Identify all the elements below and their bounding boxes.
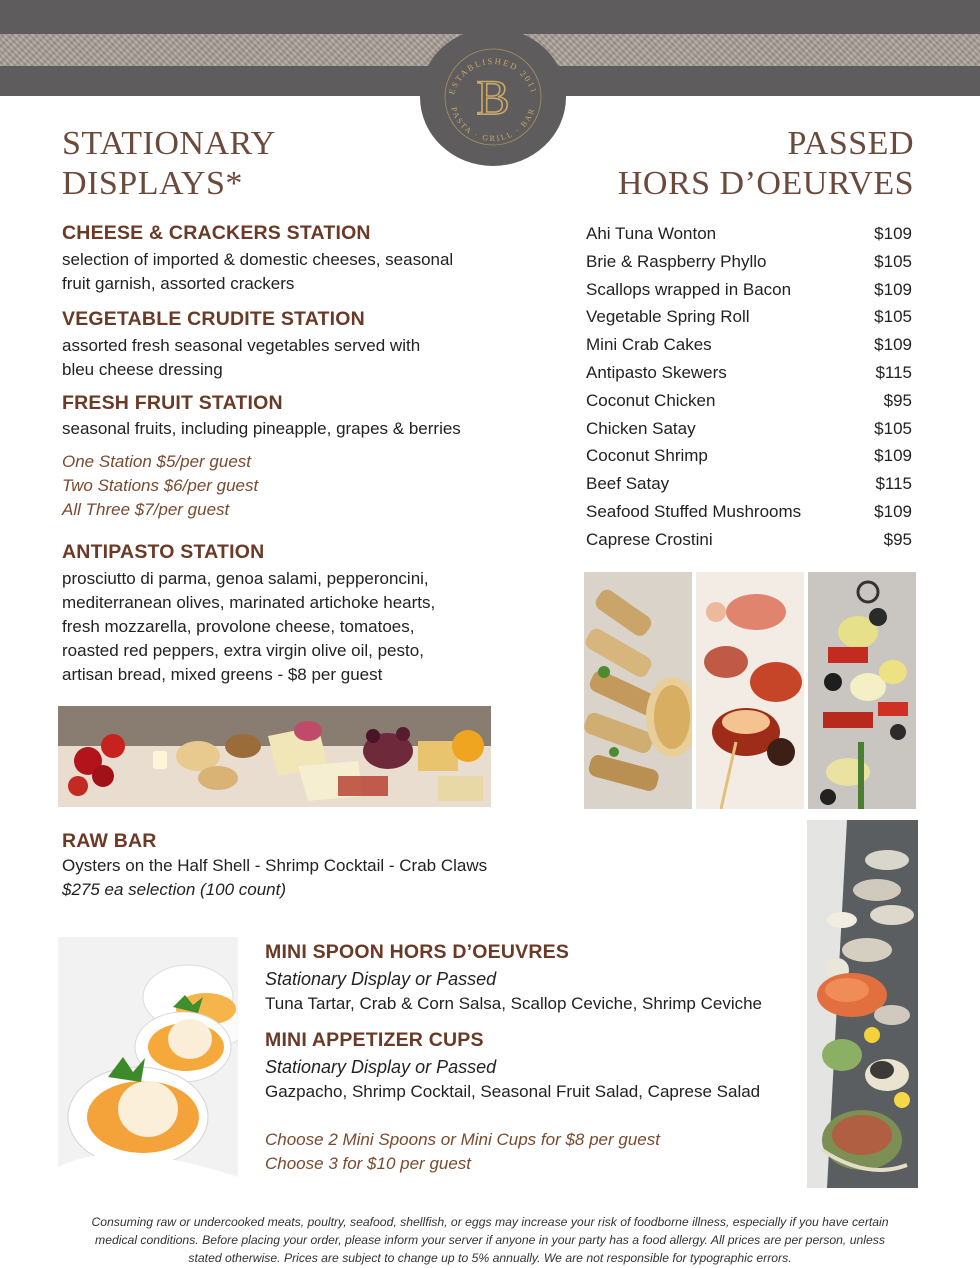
item-name: Antipasto Skewers (586, 362, 727, 382)
cheese-station-line1: selection of imported & domestic cheeses, seasonal (62, 250, 454, 269)
fruit-station-heading: FRESH FRUIT STATION (62, 392, 283, 414)
price-row (586, 415, 912, 443)
item-price: $109 (874, 224, 912, 243)
price-row (586, 387, 912, 415)
fruit-station-line1: seasonal fruits, including pineapple, grapes & berries (62, 419, 461, 438)
price-row (586, 303, 912, 331)
item-name: Coconut Shrimp (586, 446, 708, 466)
passed-title-line2: HORS D’OEURVES (617, 165, 914, 202)
cheese-station-heading: CHEESE & CRACKERS STATION (62, 222, 371, 244)
item-name: Vegetable Spring Roll (586, 307, 750, 327)
item-price: $109 (874, 335, 912, 355)
mini-spoon-items: Tuna Tartar, Crab & Corn Salsa, Scallop Ceviche, Shrimp Ceviche (265, 994, 763, 1013)
antipasto-line1: prosciutto di parma, genoa salami, pepperoncini, (62, 569, 429, 588)
item-price: $109 (874, 446, 912, 466)
mini-cups-items: Gazpacho, Shrimp Cocktail, Seasonal Fruit Salad, Caprese Salad (265, 1082, 761, 1101)
item-name: Caprese Crostini (586, 529, 713, 549)
item-price: $109 (874, 501, 912, 521)
logo-letter: B (476, 69, 510, 125)
mini-cups-heading: MINI APPETIZER CUPS (265, 1029, 484, 1051)
passed-title-line1: PASSED (787, 125, 914, 162)
price-row (586, 470, 912, 498)
price-row (586, 248, 912, 276)
item-price: $115 (875, 474, 912, 494)
price-row (586, 220, 912, 248)
item-name: Chicken Satay (586, 418, 696, 438)
item-name: Coconut Chicken (586, 390, 716, 410)
mini-cups-subtitle: Stationary Display or Passed (265, 1057, 497, 1077)
price-row (586, 359, 912, 387)
item-price: $115 (875, 362, 912, 382)
item-name: Scallops wrapped in Bacon (586, 279, 792, 299)
item-name: Ahi Tuna Wonton (586, 224, 717, 243)
item-price: $109 (874, 279, 912, 299)
price-row (586, 526, 912, 554)
allergy-disclaimer (60, 1213, 920, 1267)
station-price-three: All Three $7/per guest (62, 500, 230, 519)
disclaimer-line1: Consuming raw or undercooked meats, poultry, seafood, shellfish, or eggs may increase your risk of foodborne illness, especially if you have certain (91, 1215, 889, 1229)
vegetable-station-line2: bleu cheese dressing (62, 360, 223, 379)
restaurant-logo (420, 28, 566, 166)
disclaimer-line2: medical conditions. Before placing your order, please inform your server if anyone in your party has a food allergy. All prices are per person, unless (95, 1233, 885, 1247)
vegetable-station-line1: assorted fresh seasonal vegetables served with (62, 336, 421, 355)
logo-emblem-icon (420, 28, 566, 166)
item-price: $105 (874, 251, 912, 271)
item-price: $95 (883, 529, 912, 549)
raw-bar-seafood-photo (807, 820, 918, 1188)
passed-hors-doeuvres-title (574, 124, 914, 204)
item-name: Seafood Stuffed Mushrooms (586, 501, 802, 521)
mini-spoon-subtitle: Stationary Display or Passed (265, 969, 497, 989)
stationary-title-line1: STATIONARY (62, 125, 276, 162)
cheese-station-line2: fruit garnish, assorted crackers (62, 274, 295, 293)
station-price-one: One Station $5/per guest (62, 452, 252, 471)
antipasto-line2: mediterranean olives, marinated artichoke hearts, (62, 593, 436, 612)
cheese-spread-photo (58, 706, 491, 807)
antipasto-line4: roasted red peppers, extra virgin olive oil, pesto, (62, 641, 424, 660)
item-name: Brie & Raspberry Phyllo (586, 251, 767, 271)
station-price-two: Two Stations $6/per guest (62, 476, 259, 495)
logo-ring-bottom: PASTA · GRILL · BAR (449, 105, 537, 144)
stationary-displays-title (62, 124, 362, 204)
price-row (586, 276, 912, 304)
antipasto-station-heading: ANTIPASTO STATION (62, 541, 265, 563)
raw-bar-items: Oysters on the Half Shell - Shrimp Cocktail - Crab Claws (62, 856, 488, 875)
bacon-wrapped-scallops-photo (696, 572, 804, 809)
passed-price-list (586, 220, 912, 554)
item-name: Mini Crab Cakes (586, 335, 712, 355)
item-price: $105 (874, 418, 912, 438)
mini-spoons-photo (58, 937, 238, 1187)
item-name: Beef Satay (586, 474, 670, 494)
price-row (586, 442, 912, 470)
mini-choose-three: Choose 3 for $10 per guest (265, 1154, 472, 1173)
antipasto-line3: fresh mozzarella, provolone cheese, tomatoes, (62, 617, 415, 636)
stationary-title-line2: DISPLAYS* (62, 165, 243, 202)
mini-choose-two: Choose 2 Mini Spoons or Mini Cups for $8 per guest (265, 1130, 660, 1149)
disclaimer-line3: stated otherwise. Prices are subject to change up to 5% annually. We are not responsible for typographic errors. (188, 1251, 792, 1265)
antipasto-line5: artisan bread, mixed greens - $8 per guest (62, 665, 383, 684)
mini-spoon-heading: MINI SPOON HORS D’OEUVRES (265, 941, 570, 963)
vegetable-station-heading: VEGETABLE CRUDITE STATION (62, 308, 365, 330)
price-row (586, 498, 912, 526)
price-row (586, 331, 912, 359)
raw-bar-price: $275 ea selection (100 count) (62, 880, 286, 899)
chicken-satay-photo (584, 572, 692, 809)
logo-ring-top: ESTABLISHED 2011 (446, 55, 540, 96)
item-price: $95 (883, 390, 912, 410)
item-price: $105 (874, 307, 912, 327)
antipasto-skewers-photo (808, 572, 916, 809)
raw-bar-heading: RAW BAR (62, 830, 157, 852)
